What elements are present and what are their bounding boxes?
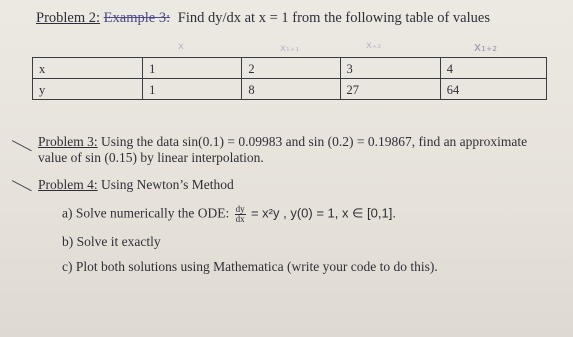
problem-2-label: Problem 2: bbox=[36, 10, 101, 26]
problem-2-text: Find dy/dx at x = 1 from the following table of values bbox=[177, 10, 490, 26]
table-row bbox=[33, 58, 547, 79]
handwritten-note-x-2: x₊₂ bbox=[366, 40, 382, 51]
problem-4-part-b: b) Solve it exactly bbox=[62, 234, 161, 249]
table-cell: 27 bbox=[340, 79, 440, 100]
problem-3 bbox=[38, 134, 558, 166]
table-cell: 1 bbox=[143, 58, 242, 79]
table-row bbox=[33, 79, 547, 100]
check-mark-problem-4 bbox=[12, 180, 32, 192]
check-mark-problem-3 bbox=[12, 140, 32, 152]
problem-4-title: Using Newton’s Method bbox=[101, 177, 234, 192]
table-cell: 2 bbox=[242, 58, 340, 79]
problem-4-part-a bbox=[62, 205, 396, 224]
fraction-denominator: dx bbox=[235, 214, 245, 224]
handwritten-note-x: x bbox=[178, 41, 184, 52]
handwritten-note-x-i-1: x₁₊₁ bbox=[280, 43, 300, 54]
problem-4-part-c: c) Plot both solutions using Mathematica (write your code to do this). bbox=[62, 259, 438, 274]
table-cell: 1 bbox=[143, 79, 242, 100]
table-cell: 4 bbox=[440, 58, 546, 79]
handwritten-note-x-i-2: x₁₊₂ bbox=[474, 40, 498, 54]
table-cell: 64 bbox=[440, 79, 546, 100]
table-cell: 3 bbox=[340, 58, 440, 79]
table-cell: y bbox=[33, 79, 143, 100]
table-cell: 8 bbox=[242, 79, 340, 100]
problem-4-label: Problem 4: bbox=[38, 177, 98, 192]
struck-example-label: Example 3: bbox=[103, 10, 171, 26]
fraction-numerator: dy bbox=[235, 204, 245, 214]
problem-3-label: Problem 3: bbox=[38, 134, 98, 149]
part-a-prefix: a) Solve numerically the ODE: bbox=[62, 205, 230, 221]
dy-dx-fraction bbox=[235, 205, 246, 224]
problem-2-line bbox=[36, 10, 490, 27]
table-cell: x bbox=[33, 58, 143, 79]
problem-3-text: Using the data sin(0.1) = 0.09983 and sin (0.2) = 0.19867, find an approximate value of sin (0.15) by linear interpolation. bbox=[38, 134, 528, 165]
values-table bbox=[32, 57, 547, 100]
problem-4-heading bbox=[38, 177, 234, 193]
ode-equation: = x²y , y(0) = 1, x ∈ [0,1]. bbox=[250, 205, 396, 221]
